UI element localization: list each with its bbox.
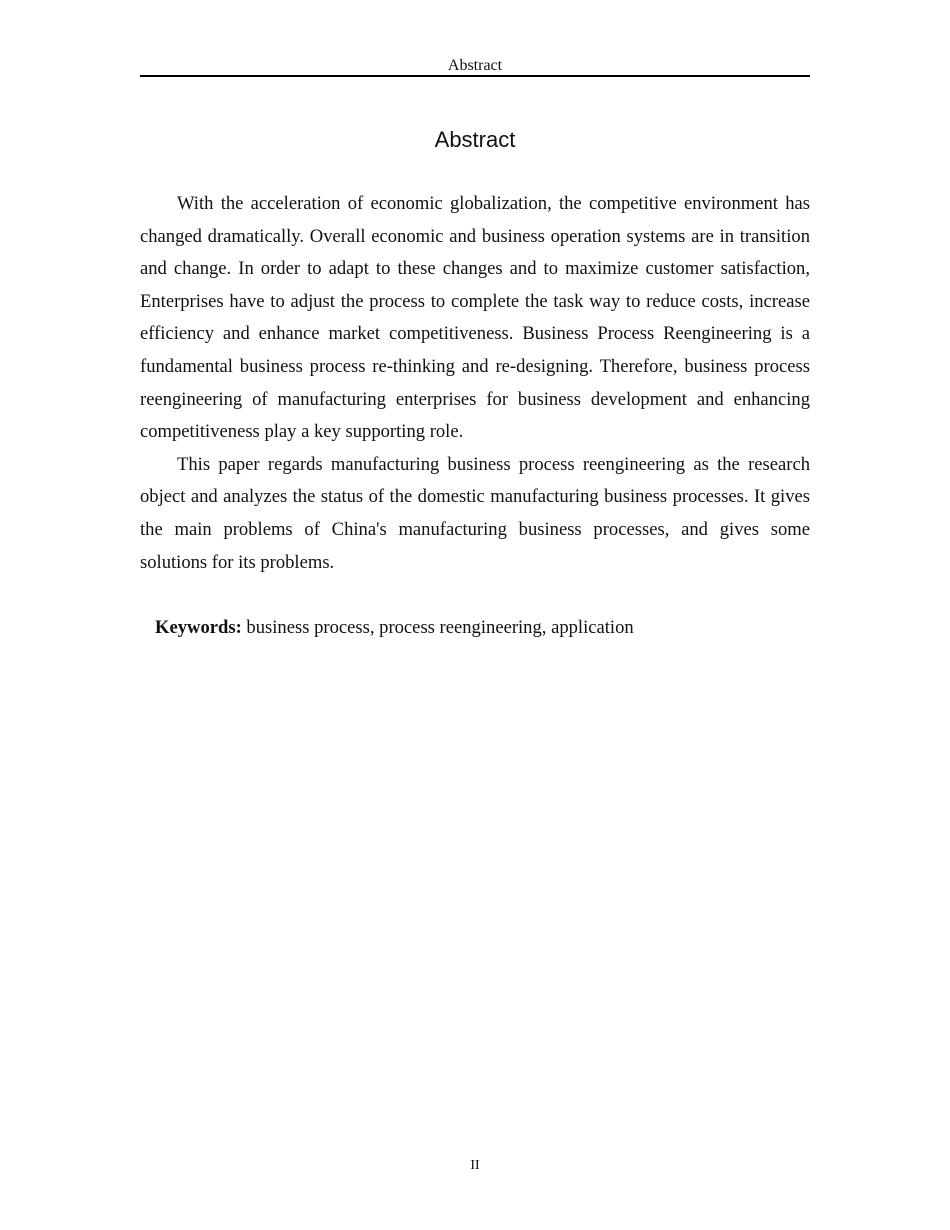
page-title: Abstract bbox=[434, 127, 516, 152]
page-number: II bbox=[470, 1158, 480, 1173]
keywords-label: Keywords: bbox=[155, 617, 242, 638]
keywords-line bbox=[155, 612, 634, 644]
abstract-paragraph: With the acceleration of economic globalization, the competitive environment has changed dramatically. Overall economic and business operation systems are in transition and change. In order to adapt to these changes and to maximize customer satisfaction, Enterprises have to adjust the process to complete the task way to reduce costs, increase efficiency and enhance market competitiveness. Business Process Reengineering is a fundamental business process re-thinking and re-designing. Therefore, business process reengineering of manufacturing enterprises for business development and enhancing competitiveness play a key supporting role. bbox=[140, 193, 810, 443]
running-header: Abstract bbox=[447, 57, 503, 74]
keywords-text: business process, process reengineering, application bbox=[246, 617, 634, 638]
header-rule bbox=[140, 75, 810, 77]
abstract-paragraph: This paper regards manufacturing business process reengineering as the research object and analyzes the status of the domestic manufacturing business processes. It gives the main problems of China's manufacturing business processes, and gives some solutions for its problems. bbox=[140, 453, 810, 573]
abstract-body bbox=[140, 188, 810, 579]
